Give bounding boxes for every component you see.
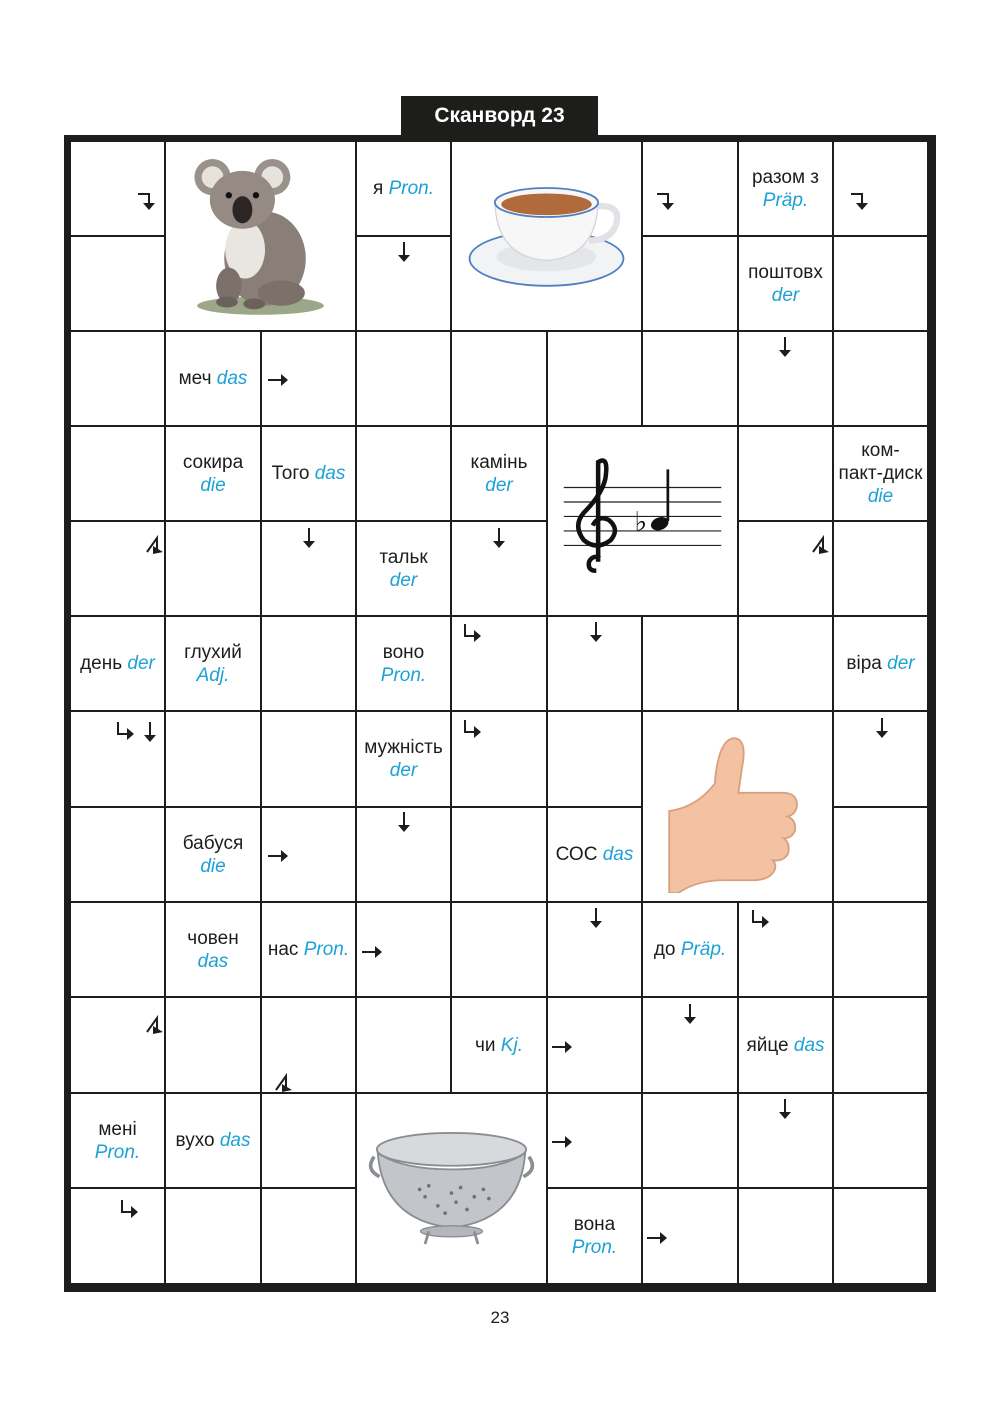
svg-text:♭: ♭ [634, 506, 648, 538]
answer-cell[interactable] [166, 998, 260, 1092]
answer-cell[interactable] [548, 617, 641, 710]
clue-grammar: Pron. [388, 178, 434, 199]
answer-cell[interactable] [452, 903, 546, 996]
clue-cell [357, 617, 450, 710]
answer-cell[interactable] [834, 1189, 927, 1283]
clue-cell [71, 617, 164, 710]
teacup-illustration [460, 150, 633, 322]
clue-word: ком- [861, 440, 900, 461]
clue-word: човен [187, 927, 239, 949]
clue-word: тальк [379, 546, 428, 568]
koala-illustration [174, 150, 347, 322]
answer-cell[interactable] [834, 237, 927, 330]
colander-illustration [365, 1102, 538, 1275]
clue-grammar: Kj. [500, 1034, 523, 1056]
clue-cell [834, 617, 927, 710]
answer-cell[interactable] [548, 332, 641, 425]
answer-cell[interactable] [71, 332, 164, 425]
clue-word: разом з [751, 166, 820, 188]
answer-cell[interactable] [643, 998, 737, 1092]
clue-cell [262, 427, 355, 520]
clue-word: чи [475, 1034, 496, 1056]
clue-grammar: Präp. [680, 939, 727, 960]
clue-cell [166, 903, 260, 996]
answer-cell[interactable] [357, 332, 450, 425]
clue-grammar: der [771, 284, 800, 306]
answer-cell[interactable] [643, 142, 737, 235]
clue-word: глухий [184, 641, 242, 663]
answer-cell[interactable] [452, 617, 546, 710]
answer-cell[interactable] [643, 332, 737, 425]
clue-word: Того [271, 463, 310, 484]
music-note-picture [548, 427, 737, 615]
koala-picture [166, 142, 355, 330]
clue-word: вона [573, 1214, 616, 1235]
clue-cell [71, 1094, 164, 1187]
answer-cell[interactable] [166, 712, 260, 806]
clue-word: СОС [555, 844, 598, 865]
answer-cell[interactable] [262, 332, 355, 425]
answer-cell[interactable] [71, 427, 164, 520]
answer-cell[interactable] [452, 332, 546, 425]
answer-cell[interactable] [71, 712, 164, 806]
answer-cell[interactable] [357, 808, 450, 901]
clue-word: я [373, 178, 384, 199]
clue-cell [548, 808, 641, 901]
answer-cell[interactable] [739, 1094, 832, 1187]
clue-cell [452, 998, 546, 1092]
answer-cell[interactable] [548, 903, 641, 996]
music-illustration [556, 435, 729, 607]
clue-word: вухо [175, 1130, 215, 1151]
clue-word: день [80, 653, 123, 674]
clue-grammar: Pron. [571, 1237, 618, 1258]
answer-cell[interactable] [71, 237, 164, 330]
clue-grammar: die [200, 474, 226, 496]
clue-grammar: das [314, 463, 346, 484]
clue-cell [357, 522, 450, 615]
answer-cell[interactable] [262, 1189, 355, 1283]
clue-cell [739, 237, 832, 330]
clue-word: меч [178, 368, 212, 389]
clue-grammar: der [887, 653, 915, 674]
thumbs-up-picture [643, 712, 832, 901]
answer-cell[interactable] [548, 712, 641, 806]
answer-cell[interactable] [166, 522, 260, 615]
clue-cell [262, 903, 355, 996]
answer-cell[interactable] [834, 998, 927, 1092]
clue-grammar: der [389, 760, 418, 781]
answer-cell[interactable] [452, 808, 546, 901]
answer-cell[interactable] [357, 427, 450, 520]
answer-cell[interactable] [643, 1189, 737, 1283]
clue-cell [166, 1094, 260, 1187]
answer-cell[interactable] [548, 1094, 641, 1187]
answer-cell[interactable] [739, 617, 832, 710]
answer-cell[interactable] [834, 903, 927, 996]
answer-cell[interactable] [834, 712, 927, 806]
clue-grammar: Pron. [94, 1141, 141, 1163]
answer-cell[interactable] [739, 332, 832, 425]
thumb-illustration [651, 720, 824, 893]
answer-cell[interactable] [739, 427, 832, 520]
clue-word: нас [267, 939, 299, 960]
answer-cell[interactable] [643, 1094, 737, 1187]
answer-cell[interactable] [262, 617, 355, 710]
clue-word: камінь [470, 451, 528, 473]
answer-cell[interactable] [71, 903, 164, 996]
answer-cell[interactable] [166, 1189, 260, 1283]
answer-cell[interactable] [71, 522, 164, 615]
clue-grammar: das [793, 1034, 825, 1056]
answer-cell[interactable] [452, 712, 546, 806]
clue-grammar: Pron. [303, 939, 350, 960]
clue-grammar: die [867, 486, 894, 507]
clue-cell [739, 998, 832, 1092]
answer-cell[interactable] [834, 332, 927, 425]
answer-cell[interactable] [71, 998, 164, 1092]
clue-grammar: das [602, 844, 634, 865]
answer-cell[interactable] [357, 903, 450, 996]
clue-cell [166, 808, 260, 901]
answer-cell[interactable] [834, 522, 927, 615]
answer-cell[interactable] [262, 998, 355, 1092]
answer-cell[interactable] [452, 522, 546, 615]
clue-word: поштовх [748, 261, 823, 283]
answer-cell[interactable] [71, 142, 164, 235]
answer-cell[interactable] [71, 1189, 164, 1283]
clue-grammar: das [216, 368, 248, 389]
answer-cell[interactable] [548, 998, 641, 1092]
clue-cell [357, 712, 450, 806]
clue-grammar: das [219, 1130, 251, 1151]
clue-cell [357, 142, 450, 235]
clue-grammar: der [127, 653, 155, 674]
clue-word: яйце [746, 1034, 789, 1056]
clue-grammar: der [389, 569, 418, 591]
answer-cell[interactable] [357, 237, 450, 330]
puzzle-title: Сканворд 23 [401, 96, 598, 136]
clue-word: сокира [182, 451, 244, 473]
clue-cell [452, 427, 546, 520]
answer-cell[interactable] [71, 808, 164, 901]
clue-cell [834, 427, 927, 520]
answer-cell[interactable] [262, 1094, 355, 1187]
clue-cell [166, 617, 260, 710]
answer-cell[interactable] [643, 617, 737, 710]
clue-grammar: die [200, 855, 226, 877]
answer-cell[interactable] [262, 712, 355, 806]
answer-cell[interactable] [643, 237, 737, 330]
clue-cell [166, 427, 260, 520]
colander-picture [357, 1094, 546, 1283]
clue-cell [643, 903, 737, 996]
clue-cell [548, 1189, 641, 1283]
answer-cell[interactable] [262, 522, 355, 615]
page-number: 23 [490, 1308, 510, 1327]
clue-word: бабуся [182, 832, 244, 854]
clue-word: до [653, 939, 676, 960]
clue-grammar: Präp. [762, 189, 809, 211]
clue-grammar: der [485, 474, 513, 496]
answer-cell[interactable] [834, 808, 927, 901]
clue-word: пакт-диск [838, 463, 923, 484]
answer-cell[interactable] [834, 142, 927, 235]
answer-cell[interactable] [739, 1189, 832, 1283]
clue-word: мені [98, 1118, 137, 1140]
answer-cell[interactable] [834, 1094, 927, 1187]
answer-cell[interactable] [262, 808, 355, 901]
answer-cell[interactable] [739, 522, 832, 615]
clue-grammar: Pron. [380, 664, 427, 686]
clue-grammar: das [197, 950, 229, 972]
answer-cell[interactable] [357, 998, 450, 1092]
clue-word: воно [382, 641, 425, 663]
answer-cell[interactable] [739, 903, 832, 996]
clue-word: віра [846, 653, 882, 674]
clue-word: мужність [364, 737, 443, 758]
scanword-grid [64, 135, 936, 1292]
clue-grammar: Adj. [196, 664, 230, 686]
clue-cell [166, 332, 260, 425]
clue-cell [739, 142, 832, 235]
teacup-picture [452, 142, 641, 330]
